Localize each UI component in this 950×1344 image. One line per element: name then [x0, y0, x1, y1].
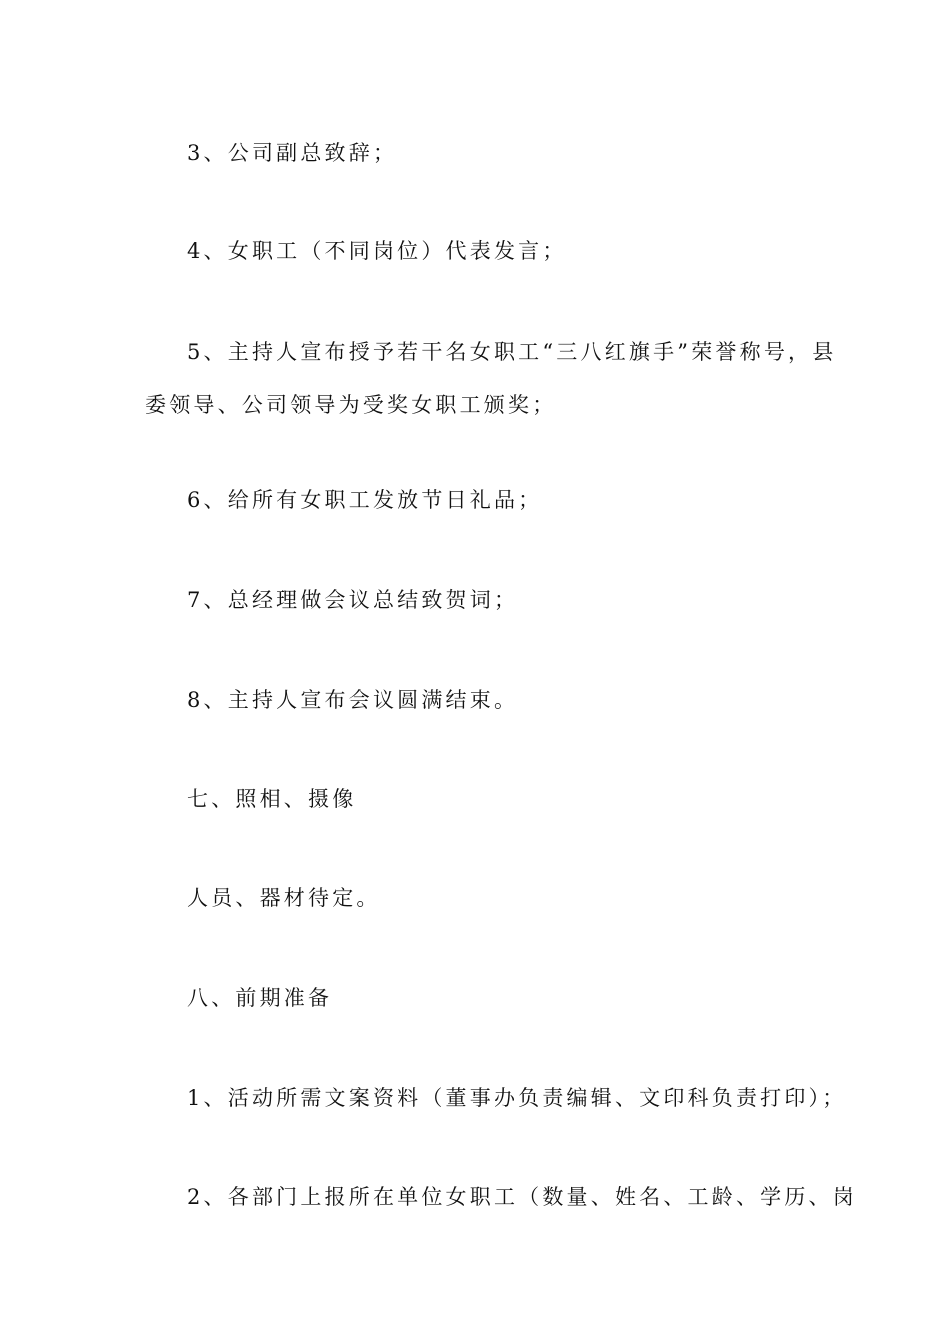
prep-item-1: 1、活动所需文案资料（董事办负责编辑、文印科负责打印）；	[187, 1086, 847, 1110]
list-item-8: 8、主持人宣布会议圆满结束。	[187, 688, 519, 712]
list-item-7: 7、总经理做会议总结致贺词；	[187, 588, 519, 612]
list-item-6: 6、给所有女职工发放节日礼品；	[187, 488, 543, 512]
section-heading-7: 七、照相、摄像	[187, 787, 357, 811]
list-item-5: 5、主持人宣布授予若干名女职工“三八红旗手”荣誉称号，县	[187, 340, 837, 364]
prep-item-2: 2、各部门上报所在单位女职工（数量、姓名、工龄、学历、岗	[187, 1185, 857, 1209]
list-item-5-continuation: 委领导、公司领导为受奖女职工颁奖；	[145, 393, 557, 417]
section-7-body: 人员、器材待定。	[187, 886, 381, 910]
list-item-4: 4、女职工（不同岗位）代表发言；	[187, 239, 567, 263]
list-item-3: 3、公司副总致辞；	[187, 141, 398, 165]
section-heading-8: 八、前期准备	[187, 986, 333, 1010]
